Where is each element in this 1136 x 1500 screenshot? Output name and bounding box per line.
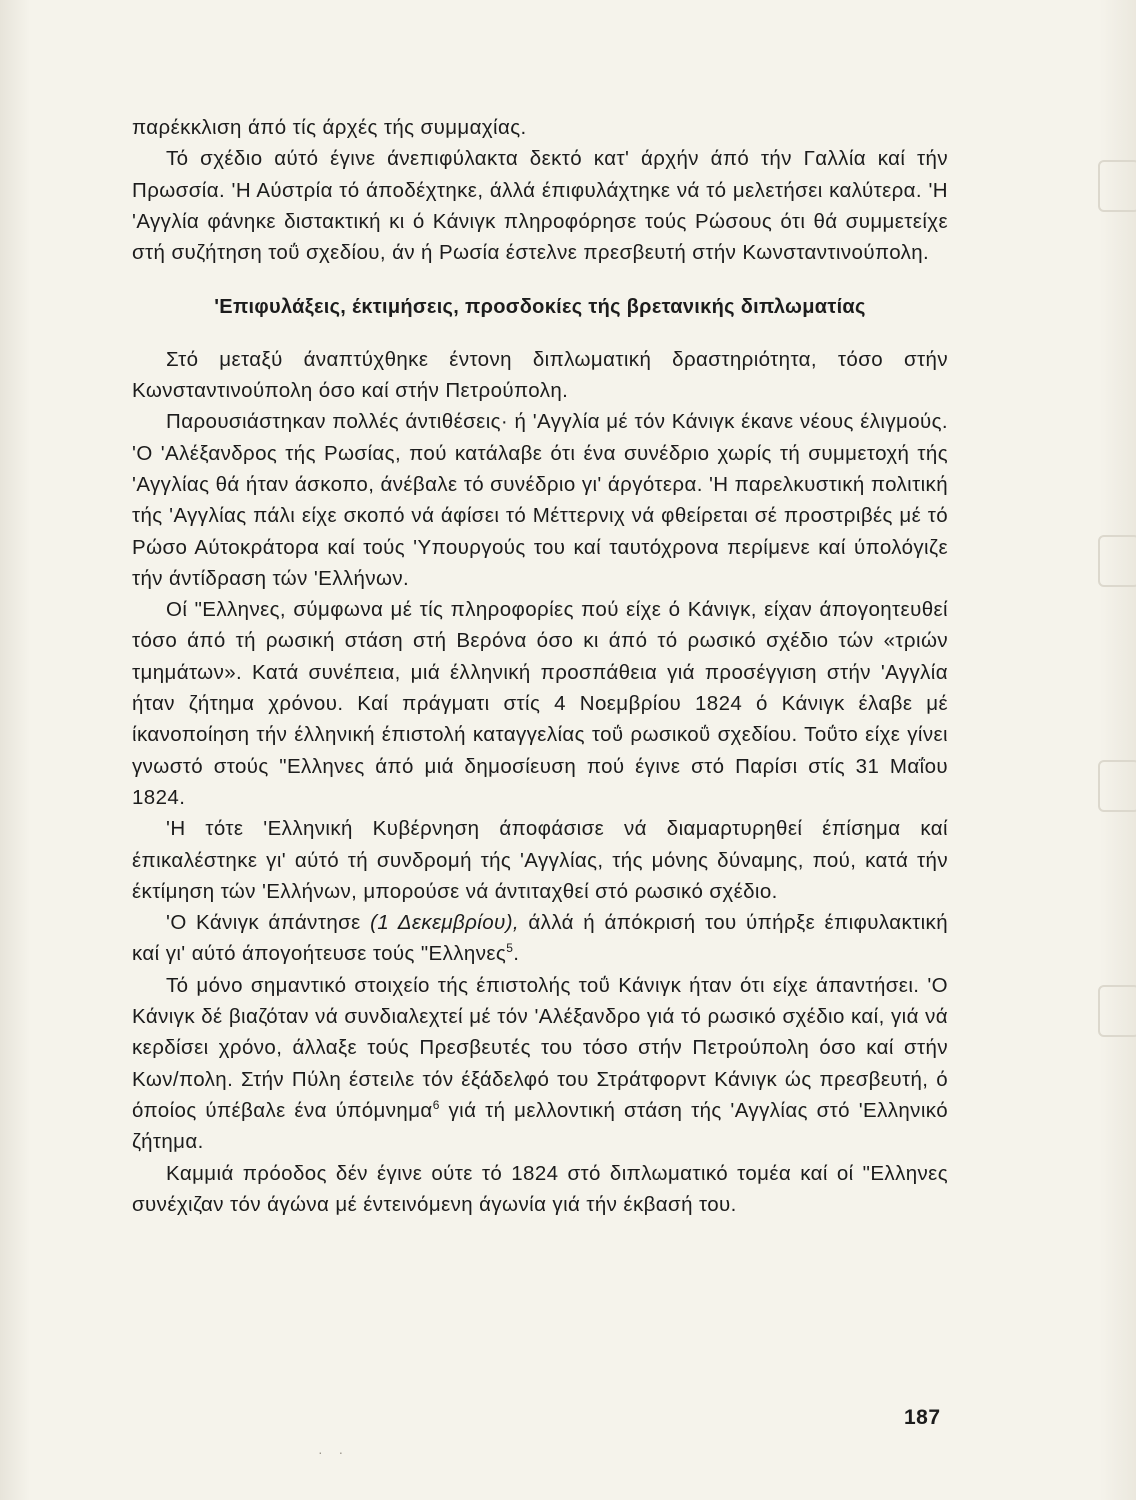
- paragraph: [132, 970, 948, 1158]
- memo-text: Τό μόνο σημαντικό στοιχείο τής έπιστολής τοΰ Κάνιγκ ήταν ότι είχε άπαντήσει. 'Ο Κάνιγκ δέ βιαζόταν νά συνδιαλεχτεί μέ τόν 'Αλέξανδρο γιά τό ρωσικό σχέδιο καί, γιά νά κερδίσει χρόνο, άλλαξε τούς Πρεσβευτές του τόσο στήν Πετρούπολη όσο καί στήν Κων/πολη. Στήν Πύλη έστειλε τόν έξάδελφό του Στράτφορντ Κάνιγκ ώς πρεσβευτή, ό όποίος ύπέβαλε ένα ύπόμνημα: [132, 973, 948, 1122]
- paragraph: Οί "Ελληνες, σύμφωνα μέ τίς πληροφορίες πού είχε ό Κάνιγκ, είχαν άπογοητευθεί τόσο άπό τή ρωσική στάση στή Βερόνα όσο κι άπό τό ρωσικό σχέδιο τών «τριών τμημάτων». Κατά συνέπεια, μιά έλληνική προσπάθεια γιά προσέγγιση στήν 'Αγγλία ήταν ζήτημα χρόνου. Καί πράγματι στίς 4 Νοεμβρίου 1824 ό Κάνιγκ έλαβε μέ ίκανοποίηση τήν έλληνική έπιστολή καταγγελίας τοΰ ρωσικοΰ σχεδίου. Τοΰτο είχε γίνει γνωστό στούς "Ελληνες άπό μιά δημοσίευση πού έγινε στό Παρίσι στίς 31 Μαΐου 1824.: [132, 598, 948, 809]
- reply-text: 'Ο Κάνιγκ άπάντησε: [166, 911, 371, 935]
- paragraph: [132, 907, 948, 970]
- paragraph: 'Η τότε 'Ελληνική Κυβέρνηση άποφάσισε νά διαμαρτυρηθεί έπίσημα καί έπικαλέστηκε γι' αύτό τή συνδρομή τής 'Αγγλίας, τής μόνης δύναμης, πού, κατά τήν έκτίμηση τών 'Ελλήνων, μπορούσε νά άντιταχθεί στό ρωσικό σχέδιο.: [132, 817, 948, 903]
- paragraph: Παρουσιάστηκαν πολλές άντιθέσεις· ή 'Αγγλία μέ τόν Κάνιγκ έκανε νέους έλιγμούς. 'Ο 'Αλέξανδρος τής Ρωσίας, πού κατάλαβε ότι ένα συνέδριο χωρίς τή συμμετοχή τής 'Αγγλίας θά ήταν άσκοπο, άνέβαλε τό συνέδριο γι' άργότερα. 'Η παρελκυστική πολιτική τής 'Αγγλίας πάλι είχε σκοπό νά άφίσει τό Μέττερνιχ νά φθείρεται σέ προστριβές μέ τό Ρώσο Αύτοκράτορα καί τούς 'Υπουργούς του καί ταυτόχρονα περίμενε καί ύπολόγιζε τήν άντίδραση τών 'Ελλήνων.: [132, 410, 948, 590]
- bleed-through-marker: [1098, 160, 1136, 212]
- section-heading: 'Επιφυλάξεις, έκτιμήσεις, προσδοκίες τής βρετανικής διπλωματίας: [214, 296, 866, 319]
- paragraph: Στό μεταξύ άναπτύχθηκε έντονη διπλωματική δραστηριότητα, τόσο στήν Κωνσταντινούπολη όσο καί στήν Πετρούπολη.: [132, 347, 948, 403]
- paragraph: παρέκκλιση άπό τίς άρχές τής συμμαχίας.: [132, 116, 527, 139]
- page-speck: · ·: [318, 1444, 350, 1460]
- reply-date: (1 Δεκεμβρίου),: [370, 911, 520, 935]
- paragraph: Καμμιά πρόοδος δέν έγινε ούτε τό 1824 στό διπλωματικό τομέα καί οί "Ελληνες συνέχιζαν τόν άγώνα μέ έντεινόμενη άγωνία γιά τήν έκβασή του.: [132, 1161, 948, 1216]
- footnote-marker: 6: [432, 1098, 440, 1113]
- bleed-through-marker: [1098, 760, 1136, 812]
- reply-text: άλλά ή άπόκρισή του ύπήρξε έπιφυλακτική καί γι' αύτό άπογοήτευσε τούς "Ελληνες: [132, 911, 948, 966]
- memo-text: γιά τή μελλοντική στάση τής 'Αγγλίας στό 'Ελληνικό ζήτημα.: [132, 1098, 948, 1154]
- bleed-through-marker: [1098, 535, 1136, 587]
- page-number: 187: [904, 1406, 941, 1429]
- body-text: [132, 112, 948, 1220]
- reply-text-end: .: [513, 942, 520, 966]
- footnote-marker: 5: [506, 941, 514, 956]
- paragraph: Τό σχέδιο αύτό έγινε άνεπιφύλακτα δεκτό κατ' άρχήν άπό τήν Γαλλία καί τήν Πρωσσία. 'Η Αύστρία τό άποδέχτηκε, άλλά έπιφυλάχτηκε νά τό μελετήσει καλύτερα. 'Η 'Αγγλία φάνηκε διστακτική κι ό Κάνιγκ πληροφόρησε τούς Ρώσους ότι θά συμμετείχε στή συζήτηση τοΰ σχεδίου, άν ή Ρωσία έστελνε πρεσβευτή στήν Κωνσταντινούπολη.: [132, 147, 948, 265]
- bleed-through-marker: [1098, 985, 1136, 1037]
